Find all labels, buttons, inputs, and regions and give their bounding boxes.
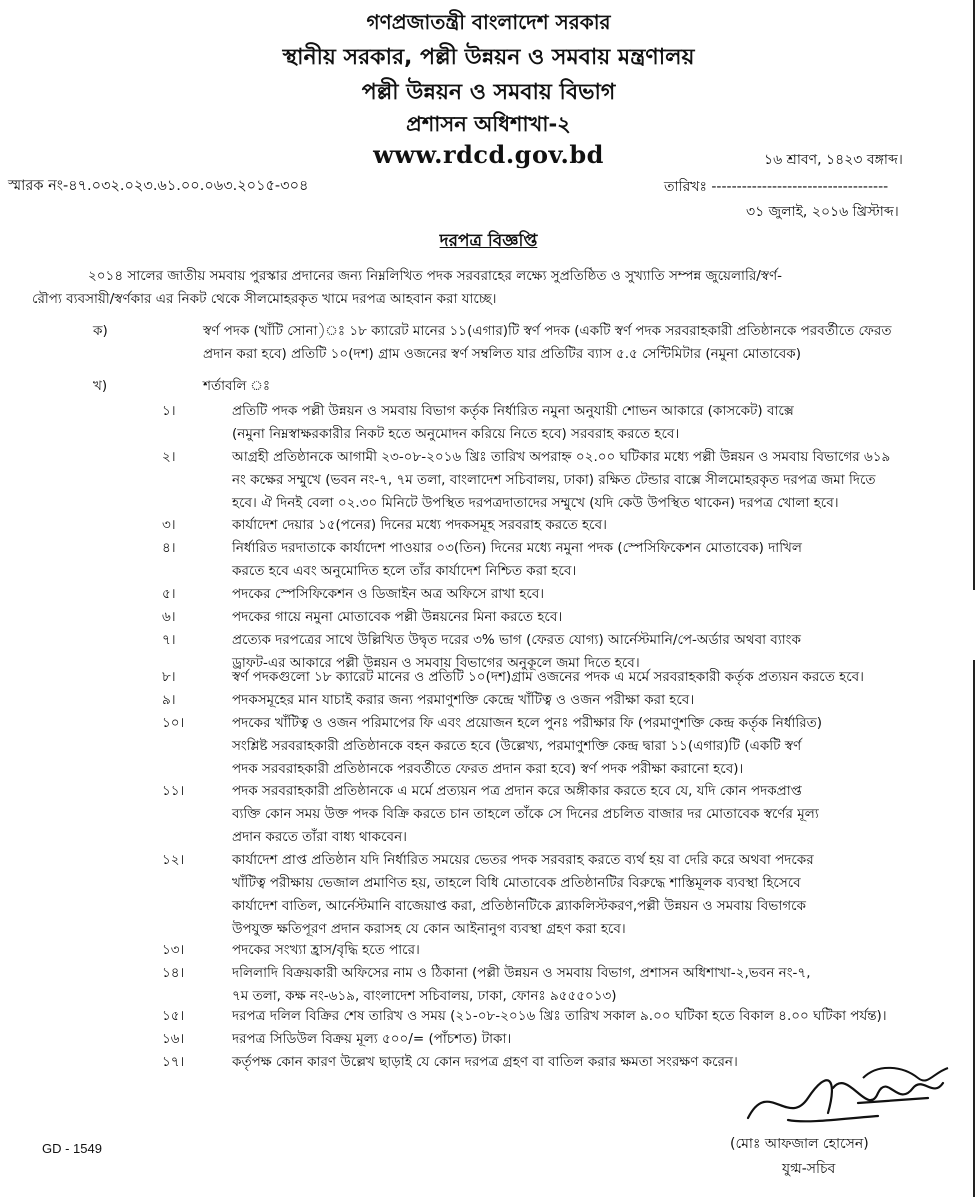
date-english: ৩১ জুলাই, ২০১৬ খ্রিস্টাব্দ।	[746, 204, 899, 220]
condition-number: ৬।	[162, 609, 176, 625]
condition-line: প্রতিটি পদক পল্লী উন্নয়ন ও সমবায় বিভাগ কর্তৃক নির্ধারিত নমুনা অনুযায়ী শোভন আকারে (কাসকেট) বাক্সে	[232, 403, 794, 419]
date-bangla: ১৬ শ্রাবণ, ১৪২৩ বঙ্গাব্দ।	[764, 152, 903, 168]
condition-line: পদক সরবরাহকারী প্রতিষ্ঠানকে পরবর্তীতে ফেরত প্রদান করা হবে) স্বর্ণ পদক পরীক্ষা করানো হবে)।	[232, 761, 744, 777]
condition-number: ১৩।	[162, 942, 185, 958]
conditions-title: শর্তাবলি ঃ	[203, 378, 271, 394]
condition-line: ব্যক্তি কোন সময় উক্ত পদক বিক্রি করতে চান তাহলে তাঁকে সে দিনের প্রচলিত বাজার দর মোতাবেক স্বর্ণের মূল্য	[232, 806, 819, 822]
condition-number: ৫।	[162, 586, 176, 602]
condition-line: কার্যাদেশ দেয়ার ১৫(পনের) দিনের মধ্যে পদকসমূহ সরবরাহ করতে হবে।	[232, 517, 607, 533]
notice-title: দরপত্র বিজ্ঞপ্তি	[439, 231, 538, 251]
condition-line: পদক সরবরাহকারী প্রতিষ্ঠানকে এ মর্মে প্রত্যয়ন পত্র প্রদান করে অঙ্গীকার করতে হবে যে, যদি কোন পদকপ্রাপ্ত	[232, 783, 802, 799]
condition-number: ২।	[162, 449, 176, 465]
condition-number: ১১।	[162, 783, 185, 799]
condition-number: ১২।	[162, 852, 185, 868]
division-title: পল্লী উন্নয়ন ও সমবায় বিভাগ	[361, 80, 616, 105]
condition-number: ১৪।	[162, 965, 185, 981]
condition-line: দরপত্র সিডিউল বিক্রয় মূল্য ৫০০/= (পাঁচশত) টাকা।	[232, 1031, 512, 1047]
signatory-name: (মোঃ আফজাল হোসেন)	[730, 1136, 869, 1152]
condition-line: স্বর্ণ পদকগুলো ১৮ ক্যারেট মানের ও প্রতিটি ১০(দশ)গ্রাম ওজনের পদক এ মর্মে সরবরাহকারী কর্তৃক প্রত্যয়ন করতে হবে।	[232, 669, 865, 685]
condition-line: প্রদান করতে তাঁরা বাধ্য থাকবেন।	[232, 829, 407, 845]
condition-line: পদকসমূহের মান যাচাই করার জন্য পরমাণুশক্তি কেন্দ্রে খাঁটিত্ব ও ওজন পরীক্ষা করা হবে।	[232, 692, 695, 708]
condition-number: ৮।	[162, 669, 176, 685]
branch-title: প্রশাসন অধিশাখা-২	[406, 112, 571, 136]
condition-number: ১৭।	[162, 1054, 185, 1070]
memo-number: স্মারক নং-৪৭.০৩২.০২৩.৬১.০০.০৬৩.২০১৫-৩০৪	[8, 178, 309, 194]
gov-title: গণপ্রজাতন্ত্রী বাংলাদেশ সরকার	[366, 10, 611, 34]
condition-number: ৩।	[162, 517, 176, 533]
item-ka-line: প্রদান করা হবে) প্রতিটি ১০(দশ) গ্রাম ওজনের স্বর্ণ সম্বলিত যার প্রতিটির ব্যাস ৫.৫ সেন্টিমিটার (নমুনা মোতাবেক)	[203, 346, 801, 362]
condition-line: দরপত্র দলিল বিক্রির শেষ তারিখ ও সময় (২১-০৮-২০১৬ খ্রিঃ তারিখ সকাল ৯.০০ ঘটিকা হতে বিকাল ৪.০০ ঘটিকা পর্যন্ত)।	[232, 1008, 887, 1024]
condition-line: উপযুক্ত ক্ষতিপূরণ প্রদান করাসহ যে কোন আইনানুগ ব্যবস্থা গ্রহণ করা হবে।	[232, 921, 626, 937]
footer-code: GD - 1549	[42, 1141, 102, 1156]
condition-line: পদকের সংখ্যা হ্রাস/বৃদ্ধি হতে পারে।	[232, 942, 420, 958]
signatory-designation: যুগ্ম-সচিব	[782, 1161, 836, 1177]
condition-line: হবে। ঐ দিনই বেলা ০২.৩০ মিনিটে উপস্থিত দরপত্রদাতাদের সম্মুখে (যদি কেউ উপস্থিত থাকেন) দরপত্র খোলা হবে।	[232, 495, 839, 511]
intro-line: রৌপ্য ব্যবসায়ী/স্বর্ণকার এর নিকট থেকে সীলমোহরকৃত খামে দরপত্র আহবান করা যাচ্ছে।	[32, 291, 497, 307]
item-ka-line: স্বর্ণ পদক (খাঁটি সোনা)ঃ ১৮ ক্যারেট মানের ১১(এগার)টি স্বর্ণ পদক (একটি স্বর্ণ পদক সরবরাহকারী প্রতিষ্ঠানকে পরবর্তীতে ফেরত	[203, 323, 892, 339]
item-ka-label: ক)	[93, 323, 108, 339]
signature-scribble	[728, 1058, 958, 1138]
condition-line: পদকের খাঁটিত্ব ও ওজন পরিমাপের ফি এবং প্রয়োজন হলে পুনঃ পরীক্ষার ফি (পরমাণুশক্তি কেন্দ্র কর্তৃক নির্ধারিত)	[232, 715, 823, 731]
condition-line: কার্যাদেশ প্রাপ্ত প্রতিষ্ঠান যদি নির্ধারিত সময়ের ভেতর পদক সরবরাহ করতে ব্যর্থ হয় বা দেরি করে অথবা পদকের	[232, 852, 814, 868]
condition-line: নির্ধারিত দরদাতাকে কার্যাদেশ পাওয়ার ০৩(তিন) দিনের মধ্যে নমুনা পদক (স্পেসিফিকেশন মোতাবেক) দাখিল	[232, 540, 802, 556]
condition-line: সংশ্লিষ্ট সরবরাহকারী প্রতিষ্ঠানকে বহন করতে হবে (উল্লেখ্য, পরমাণুশক্তি কেন্দ্র দ্বারা ১১(এগার)টি (একটি স্বর্ণ	[232, 738, 802, 754]
condition-line: খাঁটিত্ব পরীক্ষায় ভেজাল প্রমাণিত হয়, তাহলে বিধি মোতাবেক প্রতিষ্ঠানটির বিরুদ্ধে শাস্তিমূলক ব্যবস্থা হিসেবে	[232, 875, 801, 891]
condition-number: ১৫।	[162, 1008, 185, 1024]
condition-number: ১৬।	[162, 1031, 185, 1047]
intro-line: ২০১৪ সালের জাতীয় সমবায় পুরস্কার প্রদানের জন্য নিম্নলিখিত পদক সরবরাহের লক্ষ্যে সুপ্রতিষ্ঠিত ও সুখ্যাতি সম্পন্ন জুয়েলারি/স্বর্ণ-	[88, 268, 783, 284]
condition-line: দলিলাদি বিক্রয়কারী অফিসের নাম ও ঠিকানা (পল্লী উন্নয়ন ও সমবায় বিভাগ, প্রশাসন অধিশাখা-২,ভবন নং-৭,	[232, 965, 811, 981]
condition-number: ৪।	[162, 540, 176, 556]
condition-line: কর্তৃপক্ষ কোন কারণ উল্লেখ ছাড়াই যে কোন দরপত্র গ্রহণ বা বাতিল করার ক্ষমতা সংরক্ষণ করেন।	[232, 1054, 738, 1070]
condition-number: ১।	[162, 403, 176, 419]
ministry-title: স্থানীয় সরকার, পল্লী উন্নয়ন ও সমবায় মন্ত্রণালয়	[282, 45, 695, 70]
item-kha-label: খ)	[93, 378, 108, 394]
condition-number: ৯।	[162, 692, 176, 708]
condition-line: আগ্রহী প্রতিষ্ঠানকে আগামী ২৩-০৮-২০১৬ খ্রিঃ তারিখ অপরাহ্ন ০২.০০ ঘটিকার মধ্যে পল্লী উন্নয়ন ও সমবায় বিভাগের ৬১৯	[232, 449, 891, 465]
condition-line: ড্রাফট-এর আকারে পল্লী উন্নয়ন ও সমবায় বিভাগের অনুকূলে জমা দিতে হবে।	[232, 655, 640, 671]
condition-line: প্রত্যেক দরপত্রের সাথে উল্লিখিত উদ্বৃত দরের ৩% ভাগ (ফেরত যোগ্য) আর্নেস্টমানি/পে-অর্ডার অথবা ব্যাংক	[232, 632, 801, 648]
condition-number: ১০।	[162, 715, 185, 731]
right-border-lower	[973, 660, 975, 1197]
condition-line: করতে হবে এবং অনুমোদিত হলে তাঁর কার্যাদেশ নিশ্চিত করা হবে।	[232, 563, 577, 579]
date-label: তারিখঃ -----------------------------------	[664, 179, 889, 195]
condition-line: নং কক্ষের সম্মুখে (ভবন নং-৭, ৭ম তলা, বাংলাদেশ সচিবালয়, ঢাকা) রক্ষিত টেন্ডার বাক্সে সীলমোহরকৃত দরপত্র জমা দিতে	[232, 472, 876, 488]
condition-line: পদকের স্পেসিফিকেশন ও ডিজাইন অত্র অফিসে রাখা হবে।	[232, 586, 545, 602]
condition-number: ৭।	[162, 632, 176, 648]
condition-line: ৭ম তলা, কক্ষ নং-৬১৯, বাংলাদেশ সচিবালয়, ঢাকা, ফোনঃ ৯৫৫৫০১৩)	[232, 988, 617, 1004]
condition-line: কার্যাদেশ বাতিল, আর্নেস্টমানি বাজেয়াপ্ত করা, প্রতিষ্ঠানটিকে ব্ল্যাকলিস্টকরণ,পল্লী উন্নয়ন ও সমবায় বিভাগকে	[232, 898, 806, 914]
condition-line: (নমুনা নিম্নস্বাক্ষরকারীর নিকট হতে অনুমোদন করিয়ে নিতে হবে) সরবরাহ করতে হবে।	[232, 426, 680, 442]
condition-line: পদকের গায়ে নমুনা মোতাবেক পল্লী উন্নয়নের মিনা করতে হবে।	[232, 609, 563, 625]
website-url: www.rdcd.gov.bd	[373, 140, 604, 169]
